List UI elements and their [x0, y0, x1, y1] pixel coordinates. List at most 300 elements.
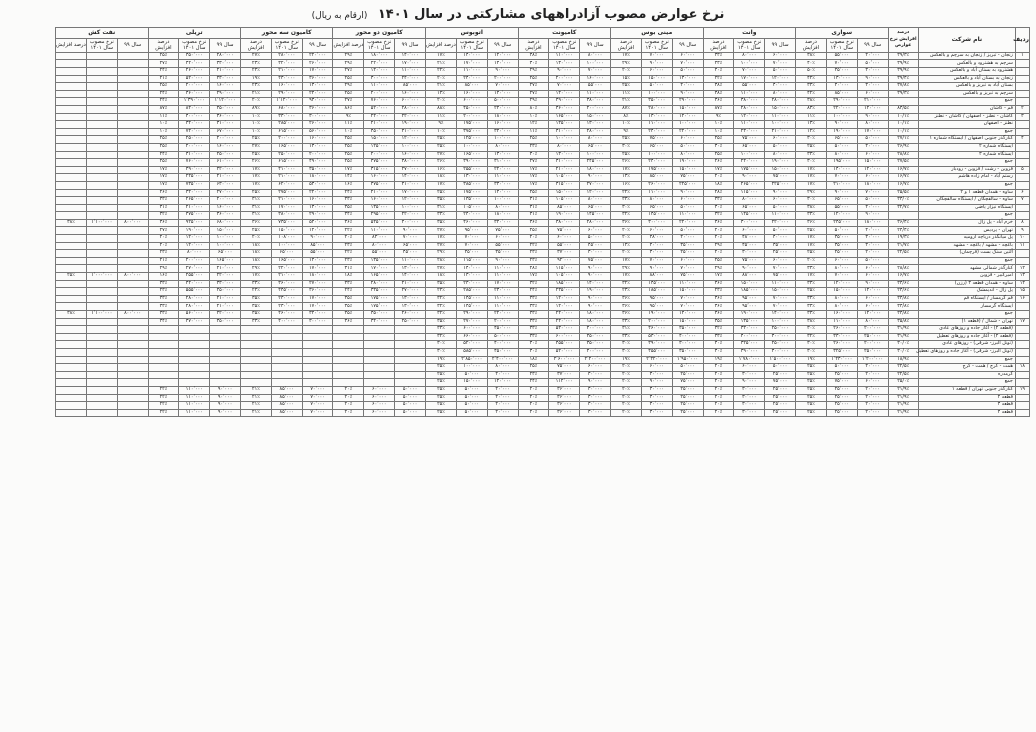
rate-cell: ۳۴۰٬۰۰۰ — [179, 189, 210, 197]
rate-cell: ۳۱٪ — [426, 204, 457, 212]
table-row — [56, 386, 1030, 394]
rate-cell — [179, 326, 210, 334]
rate-cell: ۶۰٬۰۰۰ — [364, 394, 395, 402]
rate-cell: ۱۴۵٬۰۰۰ — [456, 295, 487, 303]
rate-cell: ۱۸٪ — [426, 273, 457, 281]
rate-cell: ۲۵٬۰۰۰ — [672, 402, 703, 410]
rate-cell: ۱۲۵٬۰۰۰ — [456, 136, 487, 144]
rate-cell: ۲۹٪ — [796, 189, 827, 197]
rate-cell: ۱۲۰٬۰۰۰ — [857, 288, 888, 296]
table-row — [56, 326, 1030, 334]
rate-cell: ۱۳٪ — [796, 121, 827, 129]
rate-cell — [86, 166, 117, 174]
rate-cell: ۵۵۵٬۰۰۰ — [179, 288, 210, 296]
rate-cell: ۲۶۰٬۰۰۰ — [179, 68, 210, 76]
rate-cell: ۲۶۵٬۰۰۰ — [734, 181, 765, 189]
rate-cell: ۱۷۰٬۰۰۰ — [271, 204, 302, 212]
rate-cell: ۱۷۵٬۰۰۰ — [364, 303, 395, 311]
rate-cell: ۲۳۵٬۰۰۰ — [549, 288, 580, 296]
rate-cell: ۱۰۰٬۰۰۰ — [641, 151, 672, 159]
rate-cell — [179, 348, 210, 356]
rate-cell: ۱۵۰٬۰۰۰ — [765, 288, 796, 296]
rate-cell: ۵۶۰٬۰۰۰ — [179, 311, 210, 319]
rate-cell: ۸۰٬۰۰۰ — [487, 143, 518, 151]
rate-cell — [86, 189, 117, 197]
rate-cell: ۸۰٬۰۰۰ — [179, 250, 210, 258]
rate-cell: ۳۲٪ — [703, 212, 734, 220]
rate-cell: ۱۱۰٬۰۰۰ — [672, 212, 703, 220]
rate-cell: ۲۰٪ — [796, 257, 827, 265]
rate-cell: ۳۸٪ — [703, 90, 734, 98]
rate-cell: ۳۰٬۰۰۰ — [857, 83, 888, 91]
rate-cell — [210, 333, 241, 341]
rate-cell: ۲۹۵٬۰۰۰ — [364, 212, 395, 220]
rate-cell: ۲۱٪ — [426, 83, 457, 91]
rate-cell: ۲۵٪ — [796, 250, 827, 258]
rate-cell: ۲۰٪ — [611, 409, 642, 417]
header-subcolumn: سال ۹۹ — [765, 39, 796, 53]
row-number — [1015, 159, 1029, 167]
rate-cell: ۲۹٪ — [611, 60, 642, 68]
rate-cell — [86, 356, 117, 364]
rate-cell: ۱۴۰٬۰۰۰ — [395, 273, 426, 281]
table-row — [56, 83, 1030, 91]
rate-cell: ۲۲۰٬۰۰۰ — [487, 166, 518, 174]
rate-cell: ۲۱۰٬۰۰۰ — [179, 204, 210, 212]
rate-cell: ۱۶۰٬۰۰۰ — [210, 83, 241, 91]
rate-cell: ۳۰٪ — [518, 341, 549, 349]
rate-cell: ۴۰۰٬۰۰۰ — [179, 113, 210, 121]
rate-cell: ۳۳۰٬۰۰۰ — [734, 326, 765, 334]
rate-cell: ۲۱۰٬۰۰۰ — [857, 98, 888, 106]
rate-cell: ۲۰٪ — [703, 235, 734, 243]
rate-cell: ۹۰٬۰۰۰ — [395, 227, 426, 235]
table-row — [56, 341, 1030, 349]
rate-cell: ۱۶۰٬۰۰۰ — [210, 143, 241, 151]
rate-cell: ۳۲٪ — [148, 212, 179, 220]
rate-cell: ۳۵٬۰۰۰ — [826, 235, 857, 243]
rate-cell: ۲۰۰٬۰۰۰ — [179, 257, 210, 265]
rate-cell: ۱۹٪ — [703, 356, 734, 364]
rate-cell: ۳۴۰٬۰۰۰ — [302, 311, 333, 319]
rate-cell: ۱۱۰٬۰۰۰ — [765, 212, 796, 220]
rate-cell — [395, 326, 426, 334]
rate-cell: ۳۲٪ — [796, 333, 827, 341]
rate-cell — [86, 257, 117, 265]
row-number — [1015, 250, 1029, 258]
rate-cell: ۵۰٬۰۰۰ — [672, 68, 703, 76]
rate-cell: ۱۶۵٬۰۰۰ — [210, 257, 241, 265]
rate-cell: ۶۶۰٬۰۰۰ — [456, 333, 487, 341]
rate-cell: ۱۶۰٬۰۰۰ — [271, 83, 302, 91]
rate-cell: ۳۰۰٬۰۰۰ — [765, 333, 796, 341]
rate-cell: ۲۱۰٬۰۰۰ — [271, 197, 302, 205]
rate-cell: ۲۵٬۰۰۰ — [672, 386, 703, 394]
rate-cell: ۱۰٪ — [703, 121, 734, 129]
rate-cell: ۲۵۵٬۰۰۰ — [456, 166, 487, 174]
rate-cell: ۱۹٪ — [241, 75, 272, 83]
rate-cell: ۳۶۰٬۰۰۰ — [271, 280, 302, 288]
rate-cell: ۴۳۰٬۰۰۰ — [210, 75, 241, 83]
rate-cell: ۲۵٪ — [148, 159, 179, 167]
rate-cell: ۳۱٪ — [241, 197, 272, 205]
rate-cell: ۱۳۰٬۰۰۰ — [549, 60, 580, 68]
rate-cell: ۳۴۰٬۰۰۰ — [487, 128, 518, 136]
rate-cell — [86, 181, 117, 189]
rate-cell: ۳۵٬۰۰۰ — [672, 242, 703, 250]
rate-cell: ۳۰۰٬۰۰۰ — [641, 219, 672, 227]
rate-cell: ۱۱۰٬۰۰۰ — [765, 113, 796, 121]
rate-cell — [364, 348, 395, 356]
increase-percent — [888, 98, 918, 106]
rate-cell: ۱۵۰٬۰۰۰ — [580, 113, 611, 121]
rate-cell: ۱۴۰٬۰۰۰ — [456, 52, 487, 60]
rate-cell: ۱٬۷۸۰٬۰۰۰ — [734, 356, 765, 364]
rate-cell: ۹۰٬۰۰۰ — [734, 379, 765, 387]
table-row — [56, 409, 1030, 417]
rate-cell: ۷۰٬۰۰۰ — [765, 303, 796, 311]
rate-cell: ۲۰٬۰۰۰ — [857, 394, 888, 402]
row-number: ۱ — [1015, 52, 1029, 60]
rate-cell: ۸۷٪ — [703, 105, 734, 113]
header-vehicle-group: مینی بوس — [611, 28, 704, 39]
row-number — [1015, 181, 1029, 189]
rate-cell: ۴۳٪ — [703, 60, 734, 68]
rate-cell: ۲۵٪ — [148, 143, 179, 151]
rate-cell: ۱۷٪ — [148, 181, 179, 189]
increase-percent: ۳۱/۹٪ — [888, 333, 918, 341]
rate-cell: ۵۰٬۰۰۰ — [456, 402, 487, 410]
rate-cell: ۳۵۰٬۰۰۰ — [672, 326, 703, 334]
rate-cell: ۱۸٪ — [518, 356, 549, 364]
rate-cell: ۴۴۰٬۰۰۰ — [179, 280, 210, 288]
rate-cell: ۱٬۱۲۰٬۰۰۰ — [271, 98, 302, 106]
rate-cell: ۱٬۵۰۰٬۰۰۰ — [765, 356, 796, 364]
rate-cell: ۴۱۰٬۰۰۰ — [395, 128, 426, 136]
rate-cell: ۱۰۰٬۰۰۰ — [210, 235, 241, 243]
rate-cell: ۷۰٬۰۰۰ — [826, 174, 857, 182]
rate-cell: ۱۵۰٬۰۰۰ — [672, 288, 703, 296]
rate-cell: ۶۰٬۰۰۰ — [641, 364, 672, 372]
rate-cell: ۱۹۰٬۰۰۰ — [549, 212, 580, 220]
increase-percent: ۲۱/۹٪ — [888, 394, 918, 402]
route-name: ایستگاه شماره ۳ — [918, 151, 1015, 159]
rate-cell — [395, 356, 426, 364]
rate-cell: ۲۵٪ — [518, 189, 549, 197]
rate-cell: ۴۰۰٬۰۰۰ — [672, 333, 703, 341]
rate-cell: ۱۵۰٬۰۰۰ — [826, 288, 857, 296]
rate-cell: ۴۰٬۰۰۰ — [641, 242, 672, 250]
route-name: نطنز - اصفهان — [918, 121, 1015, 129]
rate-cell: ۲۷۰٬۰۰۰ — [395, 166, 426, 174]
table-row — [56, 250, 1030, 258]
rate-cell: ۱۸۰٬۰۰۰ — [364, 52, 395, 60]
rate-cell: ۴۵٬۰۰۰ — [826, 68, 857, 76]
row-number: ۹ — [1015, 227, 1029, 235]
rate-cell: ۱۷۵٬۰۰۰ — [456, 189, 487, 197]
rate-cell: ۳۰٪ — [703, 348, 734, 356]
rate-cell: ۱۷٪ — [518, 166, 549, 174]
rate-cell: ۷۵٬۰۰۰ — [672, 379, 703, 387]
rate-cell: ۳۸٪ — [703, 83, 734, 91]
rate-cell: ۱۴۰٬۰۰۰ — [580, 280, 611, 288]
rate-cell — [86, 83, 117, 91]
rate-cell: ۳۰٬۰۰۰ — [641, 371, 672, 379]
rate-cell: ۱٬۳۹۰٬۰۰۰ — [179, 98, 210, 106]
rate-cell: ۸۵٬۰۰۰ — [826, 90, 857, 98]
rate-cell: ۲۵٪ — [426, 143, 457, 151]
rate-cell: ۱۹٪ — [426, 356, 457, 364]
rate-cell — [86, 143, 117, 151]
rate-cell: ۲۸٪ — [426, 257, 457, 265]
rate-cell: ۳۵٬۰۰۰ — [826, 242, 857, 250]
rate-cell: ۸۷٪ — [611, 105, 642, 113]
rate-cell: ۲۶۰٬۰۰۰ — [641, 181, 672, 189]
rate-cell: ۸۰٪ — [518, 105, 549, 113]
table-row — [56, 356, 1030, 364]
table-row — [56, 242, 1030, 250]
rate-cell: ۱۷۰٬۰۰۰ — [395, 60, 426, 68]
table-row — [56, 235, 1030, 243]
rate-cell: ۲۵٬۰۰۰ — [765, 371, 796, 379]
rate-cell: ۱۲٪ — [518, 121, 549, 129]
rate-cell — [117, 159, 148, 167]
rate-cell: ۲۵٬۰۰۰ — [672, 409, 703, 417]
rate-cell — [86, 90, 117, 98]
rate-cell: ۳۱۰٬۰۰۰ — [549, 159, 580, 167]
rate-cell: ۹۰٬۰۰۰ — [487, 257, 518, 265]
rate-cell: ۹۰٬۰۰۰ — [210, 394, 241, 402]
rate-cell: ۱۹۰٬۰۰۰ — [672, 159, 703, 167]
rate-cell: ۴۷۵٬۰۰۰ — [364, 181, 395, 189]
increase-percent: ۱۶/۷٪ — [888, 273, 918, 281]
rate-cell: ۶۵٬۰۰۰ — [271, 250, 302, 258]
rate-cell: ۳۶٪ — [333, 318, 364, 326]
rate-cell — [364, 364, 395, 372]
rate-cell: ۶۵٬۰۰۰ — [826, 197, 857, 205]
increase-percent: ۲۸/۸٪ — [888, 265, 918, 273]
rate-cell: ۷۵٬۰۰۰ — [734, 136, 765, 144]
header-subcolumn: نرخ مصوب سال ۱۴۰۱ — [734, 39, 765, 53]
rate-cell: ۱۲۰٬۰۰۰ — [857, 166, 888, 174]
rate-cell: ۷۰٬۰۰۰ — [734, 68, 765, 76]
rate-cell: ۸۳٪ — [796, 105, 827, 113]
header-subcolumn: نرخ مصوب سال ۱۴۰۱ — [641, 39, 672, 53]
rate-cell: ۳۳٪ — [518, 333, 549, 341]
rate-cell: ۳۰۰٬۰۰۰ — [734, 219, 765, 227]
rate-cell: ۲۹۰٬۰۰۰ — [210, 90, 241, 98]
header-vehicle-group: کامیون سه محور — [241, 28, 333, 39]
rate-cell: ۷۰٬۰۰۰ — [580, 68, 611, 76]
rate-cell: ۲۵۰٬۰۰۰ — [179, 136, 210, 144]
rate-cell: ۳۲۵٬۰۰۰ — [734, 341, 765, 349]
rate-cell: ۲۴۵٬۰۰۰ — [179, 174, 210, 182]
table-row — [56, 60, 1030, 68]
rate-cell: ۱۳۰٬۰۰۰ — [302, 143, 333, 151]
rate-cell: ۱۶۰٬۰۰۰ — [395, 151, 426, 159]
rate-cell: ۸۹٪ — [241, 105, 272, 113]
rate-cell: ۱۱۰٬۰۰۰ — [487, 174, 518, 182]
rate-cell: ۲۵٬۰۰۰ — [672, 250, 703, 258]
rate-cell: ۶۰۰٬۰۰۰ — [456, 326, 487, 334]
rate-cell: ۲۵٪ — [333, 151, 364, 159]
rate-cell — [56, 265, 87, 273]
rate-cell: ۵۲۰٬۰۰۰ — [364, 105, 395, 113]
rate-cell: ۳۳۰٬۰۰۰ — [210, 60, 241, 68]
rate-cell: ۴۰۰٬۰۰۰ — [487, 341, 518, 349]
rate-cell: ۳۲۰٬۰۰۰ — [271, 60, 302, 68]
rate-cell: ۱۱٪ — [148, 113, 179, 121]
rate-cell — [117, 90, 148, 98]
rate-cell: ۵۰٬۰۰۰ — [456, 409, 487, 417]
rate-cell — [395, 371, 426, 379]
rate-cell — [86, 402, 117, 410]
header-subcolumn: نرخ مصوب سال ۱۴۰۱ — [179, 39, 210, 53]
rate-cell: ۳۵٪ — [333, 295, 364, 303]
route-name: کاشان - نطنز - اصفهان / کاشان - نطنز — [918, 113, 1015, 121]
rate-cell: ۱۶۵٬۰۰۰ — [364, 273, 395, 281]
rate-cell: ۴۷۵٬۰۰۰ — [364, 159, 395, 167]
rate-cell: ۱۳۰٬۰۰۰ — [302, 83, 333, 91]
rate-cell — [302, 341, 333, 349]
rate-cell: ۲۷٪ — [426, 242, 457, 250]
rate-cell — [56, 159, 87, 167]
route-name: ساوه - همدان قطعه ۳ (رزن) — [918, 280, 1015, 288]
rate-cell: ۲۵٬۰۰۰ — [765, 402, 796, 410]
rate-cell: ۲۵٪ — [703, 136, 734, 144]
rate-cell — [148, 371, 179, 379]
table-row — [56, 98, 1030, 106]
increase-percent: ۲۴/۴٪ — [888, 227, 918, 235]
rate-cell: ۱۰۸٬۰۰۰ — [271, 235, 302, 243]
increase-percent: ۳۳/۸٪ — [888, 295, 918, 303]
rate-cell: ۳۰٬۰۰۰ — [580, 402, 611, 410]
rate-cell: ۷۰٬۰۰۰ — [641, 257, 672, 265]
rate-cell: ۴۰۰٬۰۰۰ — [271, 318, 302, 326]
increase-percent: ۳۹/۹٪ — [888, 68, 918, 76]
rate-cell: ۲۵٪ — [796, 371, 827, 379]
rate-cell — [56, 68, 87, 76]
header-vehicle-group: سواری — [796, 28, 889, 39]
rate-cell — [117, 68, 148, 76]
rate-cell: ۱۱٪ — [611, 90, 642, 98]
table-row — [56, 197, 1030, 205]
rate-cell — [56, 371, 87, 379]
rate-cell: ۳۸۰٬۰۰۰ — [271, 212, 302, 220]
rate-cell — [210, 364, 241, 372]
rate-cell: ۴۸٬۰۰۰ — [641, 235, 672, 243]
rate-cell — [117, 280, 148, 288]
rate-cell: ۲۸۰٬۰۰۰ — [580, 128, 611, 136]
rate-cell: ۲۱۰٬۰۰۰ — [210, 68, 241, 76]
rate-cell: ۴۰٬۰۰۰ — [672, 83, 703, 91]
rate-cell — [117, 303, 148, 311]
table-row — [56, 402, 1030, 410]
rate-cell: ۲۲۰٬۰۰۰ — [210, 273, 241, 281]
rate-cell: ۱۷۵٬۰۰۰ — [641, 166, 672, 174]
rate-cell: ۳۰٪ — [796, 348, 827, 356]
rate-cell: ۷۰٬۰۰۰ — [765, 295, 796, 303]
rate-cell — [271, 371, 302, 379]
rate-cell: ۳۵٬۰۰۰ — [487, 250, 518, 258]
rate-cell: ۳۶٪ — [611, 303, 642, 311]
rate-cell: ۵۳۰٬۰۰۰ — [549, 326, 580, 334]
rate-cell: ۶۰٬۰۰۰ — [364, 409, 395, 417]
rate-cell: ۲۵٬۰۰۰ — [672, 371, 703, 379]
rate-cell — [117, 83, 148, 91]
rate-cell: ۵۳۰٬۰۰۰ — [302, 181, 333, 189]
rate-cell — [179, 356, 210, 364]
rate-cell: ۳۱٪ — [518, 212, 549, 220]
rate-cell: ۱۶۰٬۰۰۰ — [302, 136, 333, 144]
rate-cell — [241, 341, 272, 349]
table-row — [56, 288, 1030, 296]
route-name: تهران - پردیس — [918, 227, 1015, 235]
rate-cell: ۳۳۰٬۰۰۰ — [210, 280, 241, 288]
rate-cell — [86, 204, 117, 212]
rate-cell: ۴۹۰٬۰۰۰ — [302, 159, 333, 167]
rate-cell: ۲۵۰٬۰۰۰ — [765, 326, 796, 334]
rate-cell — [117, 341, 148, 349]
document-title — [0, 7, 1036, 22]
rate-cell: ۳۵۰٬۰۰۰ — [210, 318, 241, 326]
rate-cell: ۴۵٬۰۰۰ — [580, 242, 611, 250]
rate-cell: ۱۶۵٬۰۰۰ — [456, 151, 487, 159]
rate-cell: ۲۷٪ — [148, 227, 179, 235]
rate-cell: ۵۰٬۰۰۰ — [765, 143, 796, 151]
rate-cell: ۲۰٪ — [333, 235, 364, 243]
rate-cell: ۴۰٬۰۰۰ — [487, 371, 518, 379]
rate-cell: ۲۰٪ — [703, 227, 734, 235]
rate-cell: ۴۵۰٬۰۰۰ — [487, 326, 518, 334]
rate-cell: ۳۵٪ — [426, 318, 457, 326]
rate-cell: ۲۵٪ — [611, 83, 642, 91]
rate-cell: ۶۰٬۰۰۰ — [672, 257, 703, 265]
increase-percent: ۱۶/۷٪ — [888, 174, 918, 182]
rate-cell: ۴۰٬۰۰۰ — [487, 386, 518, 394]
rate-cell: ۱۷٪ — [241, 181, 272, 189]
route-name: رستم آباد - امام زاده هاشم — [918, 174, 1015, 182]
rate-cell — [271, 326, 302, 334]
rate-cell: ۲۰٪ — [333, 386, 364, 394]
route-name: امیرکبیر - قزوین — [918, 273, 1015, 281]
rate-cell: ۲۲۰٬۰۰۰ — [271, 265, 302, 273]
rate-cell — [241, 326, 272, 334]
rate-cell: ۳۰۰٬۰۰۰ — [765, 348, 796, 356]
rate-cell: ۲۳٪ — [611, 288, 642, 296]
rate-cell: ۱۱۰٬۰۰۰ — [487, 273, 518, 281]
rate-cell — [117, 113, 148, 121]
rate-cell: ۴۵۰٬۰۰۰ — [210, 288, 241, 296]
rate-cell: ۴۰٬۰۰۰ — [826, 83, 857, 91]
rate-cell: ۲۲۰٬۰۰۰ — [395, 113, 426, 121]
rate-cell: ۲۳٪ — [333, 257, 364, 265]
rate-cell: ۸۰٬۰۰۰ — [765, 151, 796, 159]
rate-cell: ۲۹٪ — [703, 265, 734, 273]
rate-cell: ۸۰٬۰۰۰ — [734, 52, 765, 60]
rate-cell: ۲۰۰٬۰۰۰ — [580, 105, 611, 113]
rate-cell: ۳۰۰٬۰۰۰ — [672, 341, 703, 349]
rate-cell: ۷۵٬۰۰۰ — [487, 227, 518, 235]
rate-cell: ۲۰٬۰۰۰ — [857, 386, 888, 394]
rate-cell: ۱۹۰٬۰۰۰ — [179, 227, 210, 235]
rate-cell: ۱۱۰٬۰۰۰ — [641, 189, 672, 197]
rate-cell: ۲۶۰٬۰۰۰ — [826, 326, 857, 334]
rate-cell: ۵۵٬۰۰۰ — [580, 83, 611, 91]
rate-cell — [86, 379, 117, 387]
rate-cell — [302, 326, 333, 334]
rate-cell — [210, 341, 241, 349]
